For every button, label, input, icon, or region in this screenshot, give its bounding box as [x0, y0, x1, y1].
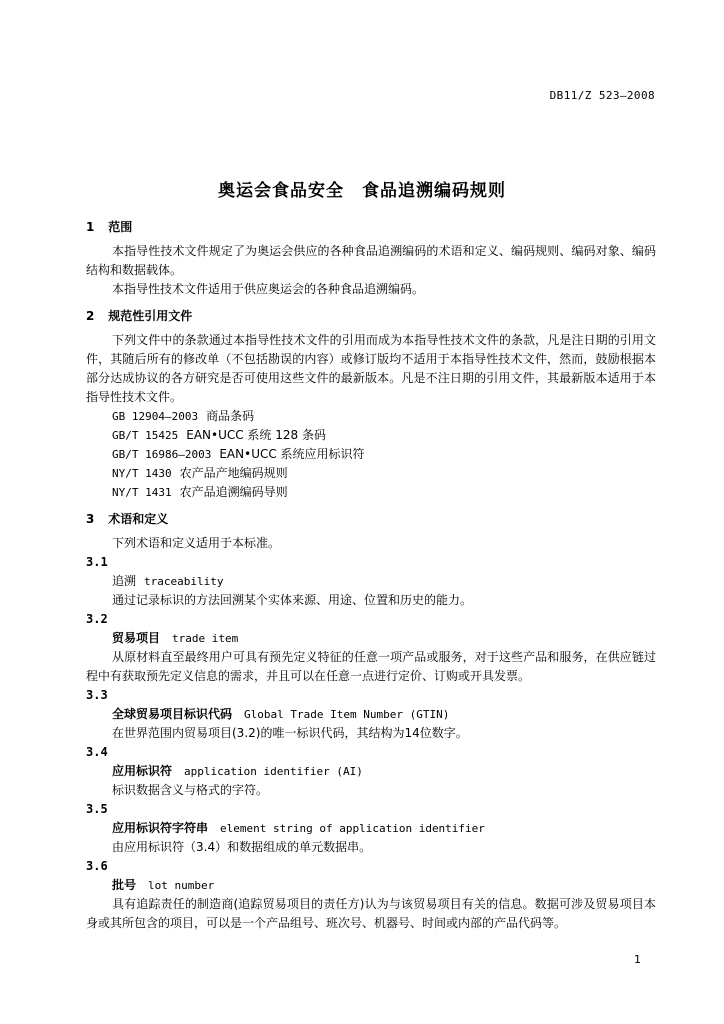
paragraph: 下列术语和定义适用于本标准。 — [112, 536, 281, 550]
term-name — [86, 762, 656, 781]
section-heading-3 — [86, 510, 656, 528]
term-en: Global Trade Item Number (GTIN) — [244, 708, 450, 721]
term-zh: 批号 — [112, 878, 137, 892]
reference-code: GB/T 16986—2003 — [112, 448, 212, 461]
term-number: 3.6 — [86, 859, 108, 873]
section-number: 3 — [86, 512, 95, 526]
term-en: traceability — [144, 575, 224, 588]
term-name — [86, 572, 656, 591]
term-zh: 贸易项目 — [112, 631, 161, 645]
term-name — [86, 705, 656, 724]
term-definition: 通过记录标识的方法回溯某个实体来源、用途、位置和历史的能力。 — [112, 593, 473, 607]
term-number: 3.3 — [86, 688, 108, 702]
spacer — [86, 299, 656, 307]
section-title: 范围 — [108, 220, 133, 234]
term-number: 3.4 — [86, 745, 108, 759]
reference-code: NY/T 1430 — [112, 467, 172, 480]
reference-code: NY/T 1431 — [112, 486, 172, 499]
term-en: element string of application identifier — [220, 822, 485, 835]
term-zh: 追溯 — [112, 574, 137, 588]
paragraph: 本指导性技术文件适用于供应奥运会的各种食品追溯编码。 — [112, 282, 425, 296]
term-en: application identifier (AI) — [184, 765, 363, 778]
reference-item — [86, 445, 656, 464]
section-number: 2 — [86, 309, 95, 323]
term-definition: 由应用标识符（3.4）和数据组成的单元数据串。 — [112, 840, 372, 854]
term-name — [86, 819, 656, 838]
reference-name: 农产品追溯编码导则 — [179, 485, 288, 499]
term-number: 3.1 — [86, 555, 108, 569]
reference-name: 商品条码 — [206, 409, 255, 423]
document-body — [86, 218, 656, 933]
section-title: 术语和定义 — [108, 512, 169, 526]
term-number: 3.2 — [86, 612, 108, 626]
reference-item — [86, 407, 656, 426]
term-number: 3.5 — [86, 802, 108, 816]
reference-name: 农产品产地编码规则 — [179, 466, 288, 480]
term-zh: 全球贸易项目标识代码 — [112, 707, 233, 721]
reference-item — [86, 483, 656, 502]
term-definition: 在世界范围内贸易项目(3.2)的唯一标识代码，其结构为14位数字。 — [112, 726, 468, 740]
paragraph: 下列文件中的条款通过本指导性技术文件的引用而成为本指导性技术文件的条款，凡是注日期的引用文件，其随后所有的修改单（不包括勘误的内容）或修订版均不适用于本指导性技术文件，然而，鼓励根据本部分达成协议的各方研究是否可使用这些文件的最新版本。凡是不注日期的引用文件，其最新版本适用于本指导性技术文件。 — [86, 333, 656, 404]
term-en: trade item — [172, 632, 239, 645]
page-number: 1 — [634, 953, 641, 966]
reference-code: GB 12904—2003 — [112, 410, 199, 423]
section-title: 规范性引用文件 — [108, 309, 193, 323]
section-heading-1 — [86, 218, 656, 236]
section-heading-2 — [86, 307, 656, 325]
term-definition: 从原材料直至最终用户可具有预先定义特征的任意一项产品或服务，对于这些产品和服务，在供应链过程中有获取预先定义信息的需求，并且可以在任意一点进行定价、订购或开具发票。 — [86, 650, 656, 683]
document-title: 奥运会食品安全 食品追溯编码规则 — [218, 181, 506, 201]
term-definition: 标识数据含义与格式的字符。 — [112, 783, 269, 797]
reference-item — [86, 464, 656, 483]
paragraph: 本指导性技术文件规定了为奥运会供应的各种食品追溯编码的术语和定义、编码规则、编码对象、编码结构和数据载体。 — [86, 244, 656, 277]
section-number: 1 — [86, 220, 95, 234]
term-en: lot number — [148, 879, 215, 892]
reference-name: EAN•UCC 系统 128 条码 — [186, 428, 326, 442]
term-zh: 应用标识符 — [112, 764, 173, 778]
reference-code: GB/T 15425 — [112, 429, 179, 442]
term-name — [86, 876, 656, 895]
standard-code: DB11/Z 523—2008 — [549, 89, 655, 102]
reference-item — [86, 426, 656, 445]
reference-name: EAN•UCC 系统应用标识符 — [219, 447, 365, 461]
term-zh: 应用标识符字符串 — [112, 821, 209, 835]
term-definition: 具有追踪责任的制造商(追踪贸易项目的责任方)认为与该贸易项目有关的信息。数据可涉及贸易项目本身或其所包含的项目，可以是一个产品组号、班次号、机器号、时间或内部的产品代码等。 — [86, 897, 656, 930]
term-name — [86, 629, 656, 648]
spacer — [86, 502, 656, 510]
